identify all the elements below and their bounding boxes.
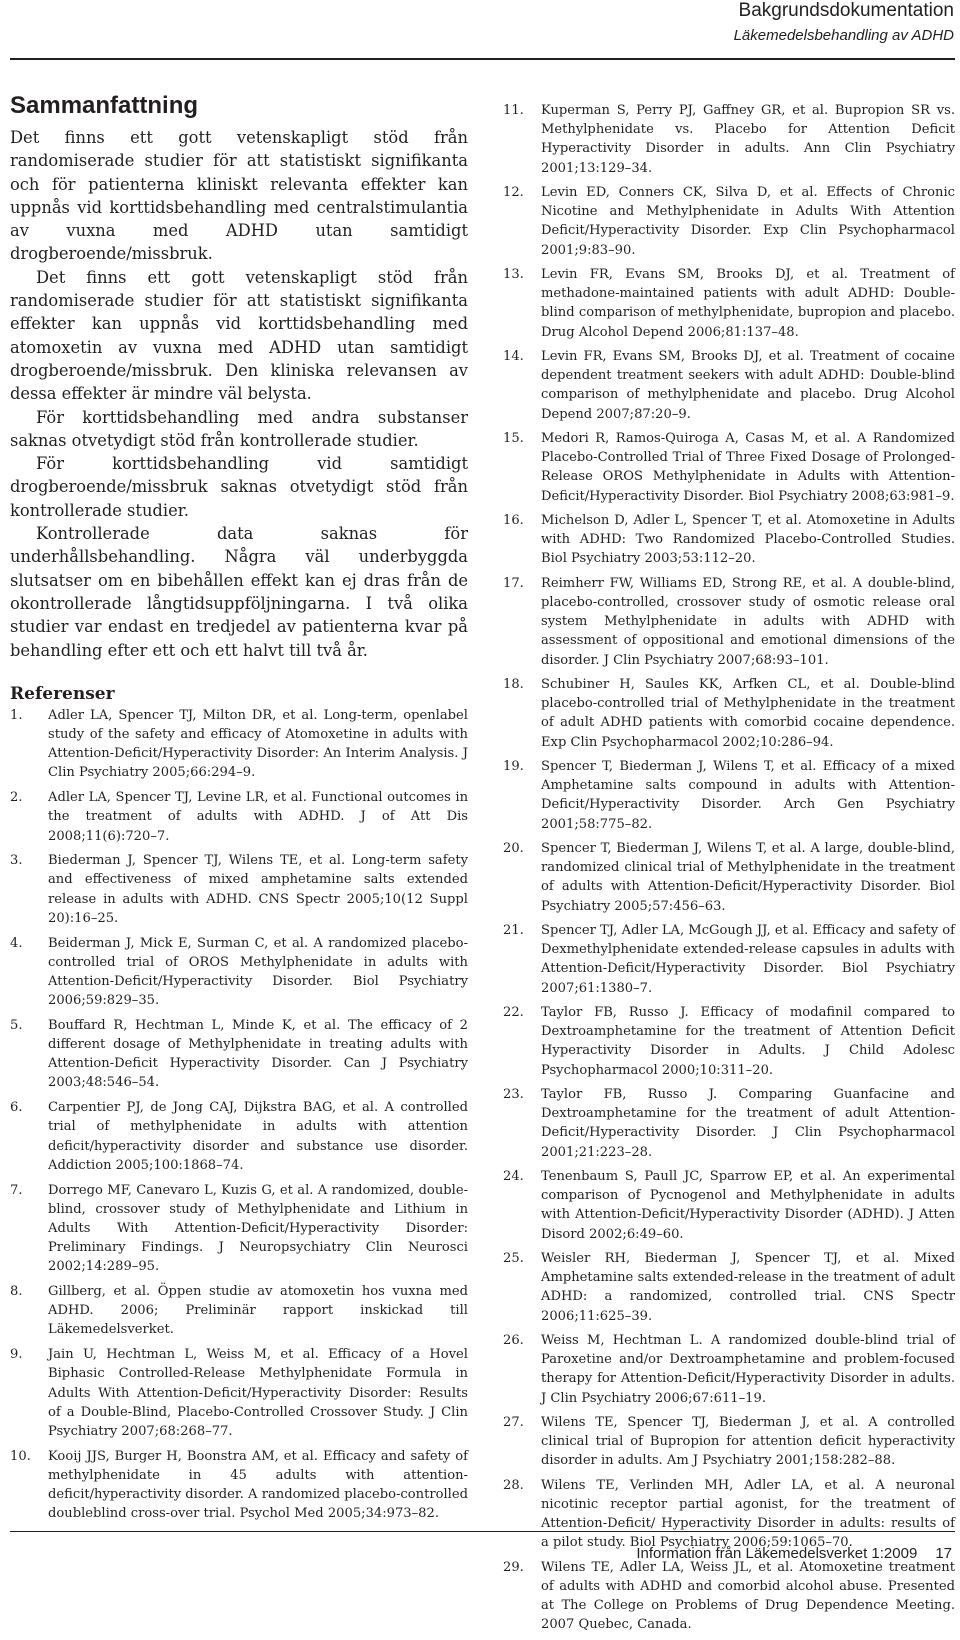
reference-text: Taylor FB, Russo J. Efficacy of modafinil compared to Dextroamphetamine for the treatment of Attention Deficit Hyperactivity Disorder in Adults. J Child Adolesc Psychopharmacol 2000;10:311–20.	[541, 1005, 955, 1078]
reference-text: Wilens TE, Verlinden MH, Adler LA, et al. A neuronal nicotinic receptor partial agonist, for the treatment of Attention-Deficit/ Hyperactivity Disorder in adults: results of a pilot study. Biol Psychiatry 2006;59:1065–70.	[541, 1477, 955, 1551]
reference-text: Reimherr FW, Williams ED, Strong RE, et al. A double-blind, placebo-controlled, crossover study of osmotic release oral system Methylphenidate in adults with ADHD with assessment of oppositional and emotional dimensions of the disorder. J Clin Psychiatry 2007;68:93–101.	[541, 575, 955, 668]
reference-item	[10, 934, 468, 1011]
summary-paragraph: För korttidsbehandling vid samtidigt drogberoende/missbruk saknas otvetydigt stöd från kontrollerade studier.	[10, 454, 468, 520]
reference-item	[503, 1249, 955, 1326]
reference-number: 21.	[503, 923, 524, 938]
reference-number: 29.	[503, 1559, 524, 1575]
reference-text: Medori R, Ramos-Quiroga A, Casas M, et al. A Randomized Placebo-Controlled Trial of Three Fixed Dosage of Prolonged-Release OROS Methylphenidate in Adults with Attention-Deficit/Hyperactivity Disorder. Biol Psychiatry 2008;63:981–9.	[541, 431, 955, 504]
reference-number: 6.	[10, 1100, 23, 1116]
header-divider	[10, 58, 955, 60]
page-number: 17	[935, 1545, 952, 1562]
summary-title: Sammanfattning	[10, 92, 199, 119]
reference-text: Wilens TE, Adler LA, Weiss JL, et al. Atomoxetine treatment of adults with ADHD and comorbid alcohol abuse. Presented at The College on Problems of Drug Dependence Meeting. 2007 Quebec, Canada.	[541, 1559, 955, 1633]
summary-paragraph: För korttidsbehandling med andra substanser saknas otvetydigt stöd från kontrollerade studier.	[10, 407, 468, 450]
reference-text: Wilens TE, Spencer TJ, Biederman J, et al. A controlled clinical trial of Bupropion for attention deficit hyperactivity disorder in adults. Am J Psychiatry 2001;158:282–88.	[541, 1415, 955, 1469]
publication-label: Information från Läkemedelsverket 1:2009	[636, 1545, 918, 1562]
right-column	[503, 101, 955, 1640]
reference-text: Gillberg, et al. Öppen studie av atomoxetin hos vuxna med ADHD. 2006; Preliminär rapport inskickad till Läkemedelsverket.	[48, 1284, 468, 1338]
reference-text: Adler LA, Spencer TJ, Milton DR, et al. Long-term, openlabel study of the safety and efficacy of Atomoxetine in adults with Attention-Deficit/Hyperactivity Disorder: An Interim Analysis. J Clin Psychiatry 2005;66:294–9.	[48, 707, 468, 781]
reference-number: 9.	[10, 1347, 23, 1363]
footer-divider	[10, 1531, 955, 1532]
reference-item	[503, 1085, 955, 1162]
reference-item	[10, 788, 468, 846]
page-footer	[636, 1545, 952, 1562]
reference-number: 11.	[503, 103, 524, 118]
reference-list-left	[10, 706, 468, 1524]
reference-text: Tenenbaum S, Paull JC, Sparrow EP, et al. An experimental comparison of Pycnogenol and Methylphenidate in adults with Attention-Deficit/Hyperactivity Disorder (ADHD). J Atten Disord 2002;6:49–60.	[541, 1169, 955, 1242]
reference-number: 28.	[503, 1477, 524, 1493]
reference-number: 8.	[10, 1284, 23, 1300]
reference-text: Weiss M, Hechtman L. A randomized double-blind trial of Paroxetine and/or Dextroamphetamine and problem-focused therapy for Attention-Deficit/Hyperactivity Disorder in adults. J Clin Psychiatry 2006;67:611–19.	[541, 1333, 955, 1406]
reference-item	[10, 1181, 468, 1277]
reference-item	[503, 921, 955, 998]
reference-number: 10.	[10, 1448, 31, 1464]
left-column	[10, 92, 468, 1529]
reference-number: 2.	[10, 790, 23, 806]
reference-item	[503, 429, 955, 506]
reference-text: Levin FR, Evans SM, Brooks DJ, et al. Treatment of methadone-maintained patients with adult ADHD: Double-blind comparison of methylphenidate, bupropion and placebo. Drug Alcohol Depend 2006;81:137–48.	[541, 267, 955, 340]
reference-item	[503, 183, 955, 260]
reference-item	[503, 1331, 955, 1408]
references-title: Referenser	[10, 683, 115, 704]
summary-paragraph: Kontrollerade data saknas för underhållsbehandling. Några väl underbyggda slutsatser om en bibehållen effekt kan ej dras från de okontrollerade långtidsuppföljningarna. I två olika studier var endast en tredjedel av patienterna kvar på behandling efter ett och ett halvt till två år.	[10, 524, 468, 660]
reference-number: 20.	[503, 841, 524, 856]
reference-item	[10, 851, 468, 928]
reference-number: 26.	[503, 1333, 524, 1348]
reference-item	[10, 1098, 468, 1175]
reference-number: 22.	[503, 1005, 524, 1020]
reference-number: 17.	[503, 575, 524, 591]
reference-item	[503, 839, 955, 916]
reference-item	[503, 757, 955, 834]
reference-text: Beiderman J, Mick E, Surman C, et al. A randomized placebo-controlled trial of OROS Methylphenidate in adults with Attention-Deficit/Hyperactivity Disorder. Biol Psychiatry 2006;59:829–35.	[48, 935, 468, 1009]
reference-number: 15.	[503, 431, 524, 446]
reference-text: Kuperman S, Perry PJ, Gaffney GR, et al. Bupropion SR vs. Methylphenidate vs. Placebo for Attention Deficit Hyperactivity Disorder in adults. Ann Clin Psychiatry 2001;13:129–34.	[541, 103, 955, 176]
reference-number: 27.	[503, 1415, 524, 1430]
reference-item	[503, 1167, 955, 1244]
reference-item	[503, 675, 955, 752]
reference-text: Dorrego MF, Canevaro L, Kuzis G, et al. A randomized, double-blind, crossover study of Methylphenidate and Lithium in Adults With Attention-Deficit/Hyperactivity Disorder: Preliminary Findings. J Neuropsychiatry Clin Neurosci 2002;14:289–95.	[48, 1182, 468, 1275]
reference-text: Michelson D, Adler L, Spencer T, et al. Atomoxetine in Adults with ADHD: Two Randomized Placebo-Controlled Studies. Biol Psychiatry 2003;53:112–20.	[541, 513, 955, 567]
reference-number: 4.	[10, 935, 23, 951]
reference-text: Taylor FB, Russo J. Comparing Guanfacine and Dextroamphetamine for the treatment of adult Attention-Deficit/Hyperactivity Disorder. J Clin Psychopharmacol 2001;21:223–28.	[541, 1087, 955, 1160]
reference-number: 7.	[10, 1182, 23, 1198]
reference-text: Spencer T, Biederman J, Wilens T, et al. Efficacy of a mixed Amphetamine salts compound in adults with Attention-Deficit/Hyperactivity Disorder. Arch Gen Psychiatry 2001;58:775–82.	[541, 759, 955, 832]
summary-paragraph: Det finns ett gott vetenskapligt stöd från randomiserade studier för att statistiskt signifikanta effekter kan uppnås vid korttidsbehandling med atomoxetin av vuxna med ADHD utan samtidigt drogberoende/missbruk. Den kliniska relevansen av dessa effekter är mindre väl belysta.	[10, 267, 468, 404]
reference-number: 19.	[503, 759, 524, 774]
reference-number: 3.	[10, 853, 23, 869]
reference-text: Adler LA, Spencer TJ, Levine LR, et al. Functional outcomes in the treatment of adults with ADHD. J of Att Dis 2008;11(6):720–7.	[48, 790, 468, 844]
reference-number: 24.	[503, 1169, 524, 1184]
section-title: Bakgrundsdokumentation	[738, 0, 954, 21]
reference-number: 16.	[503, 513, 524, 528]
reference-item	[503, 1558, 955, 1635]
reference-number: 5.	[10, 1017, 23, 1033]
reference-item	[10, 1016, 468, 1093]
reference-text: Levin ED, Conners CK, Silva D, et al. Effects of Chronic Nicotine and Methylphenidate in Adults With Attention Deficit/Hyperactivity Disorder. Exp Clin Psychopharmacol 2001;9:83–90.	[541, 185, 955, 258]
reference-number: 23.	[503, 1087, 524, 1102]
reference-item	[503, 574, 955, 670]
reference-item	[503, 1476, 955, 1553]
reference-text: Carpentier PJ, de Jong CAJ, Dijkstra BAG, et al. A controlled trial of methylphenidate in adults with attention deficit/hyperactivity disorder and substance use disorder. Addiction 2005;100:1868–74.	[48, 1100, 468, 1173]
reference-text: Kooij JJS, Burger H, Boonstra AM, et al. Efficacy and safety of methylphenidate in 45 adults with attention-deficit/hyperactivity disorder. A randomized placebo-controlled doubleblind cross-over trial. Psychol Med 2005;34:973–82.	[48, 1448, 468, 1522]
reference-text: Weisler RH, Biederman J, Spencer TJ, et al. Mixed Amphetamine salts extended-release in the treatment of adult ADHD: a randomized, controlled trial. CNS Spectr 2006;11:625–39.	[541, 1251, 955, 1324]
reference-item	[503, 347, 955, 424]
summary-section	[10, 92, 468, 662]
reference-item	[503, 265, 955, 342]
reference-item	[503, 101, 955, 178]
reference-number: 13.	[503, 267, 524, 282]
reference-item	[10, 1345, 468, 1441]
reference-number: 12.	[503, 185, 524, 200]
reference-number: 25.	[503, 1251, 524, 1266]
summary-paragraph: Det finns ett gott vetenskapligt stöd från randomiserade studier för att statistiskt signifikanta och för patienterna kliniskt relevanta effekter kan uppnås vid korttidsbehandling med centralstimulantia av vuxna med ADHD utan samtidigt drogberoende/missbruk.	[10, 128, 468, 264]
reference-text: Levin FR, Evans SM, Brooks DJ, et al. Treatment of cocaine dependent treatment seekers with adult ADHD: Double-blind comparison of methylphenidate and placebo. Drug Alcohol Depend 2007;87:20–9.	[541, 349, 955, 422]
reference-text: Spencer T, Biederman J, Wilens T, et al. A large, double-blind, randomized clinical trial of Methylphenidate in the treatment of adults with Attention-Deficit/Hyperactivity Disorder. Biol Psychiatry 2005;57:456–63.	[541, 841, 955, 914]
reference-item	[503, 1413, 955, 1471]
reference-item	[503, 1003, 955, 1080]
reference-item	[503, 511, 955, 569]
reference-item	[10, 1282, 468, 1340]
reference-text: Bouffard R, Hechtman L, Minde K, et al. The efficacy of 2 different dosage of Methylphenidate in treating adults with Attention-Deficit Hyperactivity Disorder. Can J Psychiatry 2003;48:546–54.	[48, 1017, 468, 1091]
reference-text: Schubiner H, Saules KK, Arfken CL, et al. Double-blind placebo-controlled trial of Methylphenidate in the treatment of adult ADHD patients with comorbid cocaine dependence. Exp Clin Psychopharmacol 2002;10:286–94.	[541, 677, 955, 750]
reference-text: Biederman J, Spencer TJ, Wilens TE, et al. Long-term safety and effectiveness of mixed amphetamine salts extended release in adults with ADHD. CNS Spectr 2005;10(12 Suppl 20):16–25.	[48, 853, 468, 926]
reference-number: 1.	[10, 707, 23, 723]
reference-number: 14.	[503, 349, 524, 364]
reference-list-right	[503, 101, 955, 1635]
reference-number: 18.	[503, 677, 524, 692]
reference-item	[10, 1447, 468, 1524]
reference-item	[10, 706, 468, 783]
reference-text: Spencer TJ, Adler LA, McGough JJ, et al. Efficacy and safety of Dexmethylphenidate extended-release capsules in adults with Attention-Deficit/Hyperactivity Disorder. Biol Psychiatry 2007;61:1380–7.	[541, 923, 955, 996]
section-subtitle: Läkemedelsbehandling av ADHD	[733, 27, 954, 44]
reference-text: Jain U, Hechtman L, Weiss M, et al. Efficacy of a Hovel Biphasic Controlled-Release Methylphenidate Formula in Adults With Attention-Deficit/Hyperactivity Disorder: Results of a Double-Blind, Placebo-Controlled Crossover Study. J Clin Psychiatry 2007;68:268–77.	[48, 1347, 468, 1439]
page-header	[734, 0, 954, 45]
